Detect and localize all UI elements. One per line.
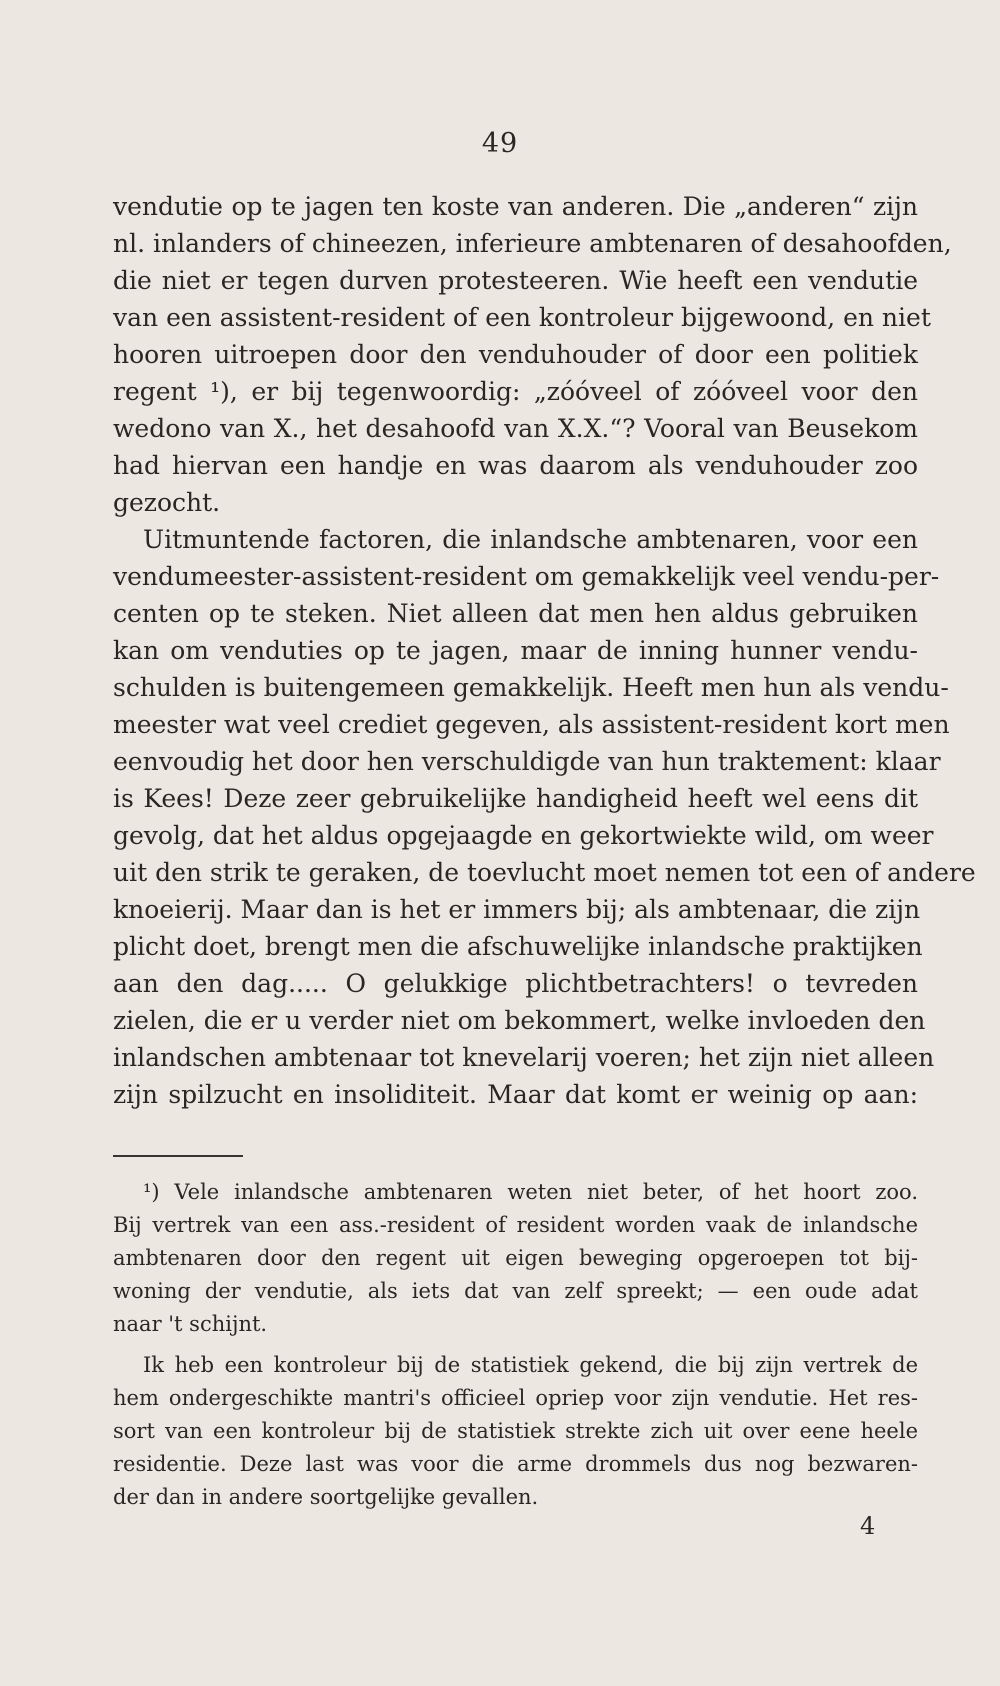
footnote-line: Bij vertrek van een ass.-resident of resident worden vaak de inlandsche <box>113 1213 918 1237</box>
footnote-line: naar 't schijnt. <box>113 1312 268 1336</box>
footnote-line: ambtenaren door den regent uit eigen beweging opgeroepen tot bij- <box>113 1246 918 1270</box>
signature-mark: 4 <box>860 1512 876 1540</box>
footnote-line: hem ondergeschikte mantri's officieel opriep voor zijn vendutie. Het res- <box>113 1386 918 1410</box>
footnote-1 <box>113 1176 918 1341</box>
footnote-line: woning der vendutie, als iets dat van zelf spreekt; — een oude adat <box>113 1279 918 1303</box>
text-line: gezocht. <box>113 488 221 517</box>
footnotes <box>113 1176 918 1514</box>
text-line: zijn spilzucht en insoliditeit. Maar dat komt er weinig op aan: <box>113 1080 918 1109</box>
footnote-gap <box>113 1341 918 1349</box>
footnote-2 <box>113 1349 918 1514</box>
body-text <box>113 188 976 1113</box>
text-line: plicht doet, brengt men die afschuwelijke inlandsche praktijken <box>113 932 923 961</box>
text-line: eenvoudig het door hen verschuldigde van hun traktement: klaar <box>113 747 941 776</box>
text-line: wedono van X., het desahoofd van X.X.“? Vooral van Beusekom <box>113 414 918 443</box>
footnote-line: ¹) Vele inlandsche ambtenaren weten niet beter, of het hoort zoo. <box>143 1180 918 1204</box>
text-line: vendumeester-assistent-resident om gemakkelijk veel vendu-per- <box>113 562 940 591</box>
text-line: regent ¹), er bij tegenwoordig: „zóóveel of zóóveel voor den <box>113 377 918 406</box>
text-line: had hiervan een handje en was daarom als venduhouder zoo <box>113 451 918 480</box>
text-line: hooren uitroepen door den venduhouder of door een politiek <box>113 340 918 369</box>
text-line: vendutie op te jagen ten koste van anderen. Die „anderen“ zijn <box>113 192 918 221</box>
text-line: aan den dag..... O gelukkige plichtbetrachters! o tevreden <box>113 969 918 998</box>
text-line: van een assistent-resident of een kontroleur bijgewoond, en niet <box>113 303 931 332</box>
footnote-line: Ik heb een kontroleur bij de statistiek gekend, die bij zijn vertrek de <box>143 1353 918 1377</box>
text-line: kan om venduties op te jagen, maar de inning hunner vendu- <box>113 636 918 665</box>
text-line: Uitmuntende factoren, die inlandsche ambtenaren, voor een <box>143 525 918 554</box>
footnote-line: der dan in andere soortgelijke gevallen. <box>113 1485 539 1509</box>
text-line: nl. inlanders of chineezen, inferieure ambtenaren of desahoofden, <box>113 229 952 258</box>
text-line: meester wat veel crediet gegeven, als assistent-resident kort men <box>113 710 950 739</box>
text-line: inlandschen ambtenaar tot knevelarij voeren; het zijn niet alleen <box>113 1043 935 1072</box>
text-line: zielen, die er u verder niet om bekommert, welke invloeden den <box>113 1006 926 1035</box>
text-line: is Kees! Deze zeer gebruikelijke handigheid heeft wel eens dit <box>113 784 918 813</box>
footnote-line: residentie. Deze last was voor die arme drommels dus nog bezwaren- <box>113 1452 918 1476</box>
footnote-divider <box>113 1155 243 1157</box>
text-line: gevolg, dat het aldus opgejaagde en gekortwiekte wild, om weer <box>113 821 934 850</box>
text-line: centen op te steken. Niet alleen dat men hen aldus gebruiken <box>113 599 918 628</box>
text-line: die niet er tegen durven protesteeren. Wie heeft een vendutie <box>113 266 918 295</box>
footnote-line: sort van een kontroleur bij de statistiek strekte zich uit over eene heele <box>113 1419 918 1443</box>
text-line: uit den strik te geraken, de toevlucht moet nemen tot een of andere <box>113 858 976 887</box>
page-number: 49 <box>481 128 519 159</box>
text-line: schulden is buitengemeen gemakkelijk. Heeft men hun als vendu- <box>113 673 949 702</box>
text-line: knoeierij. Maar dan is het er immers bij; als ambtenaar, die zijn <box>113 895 921 924</box>
